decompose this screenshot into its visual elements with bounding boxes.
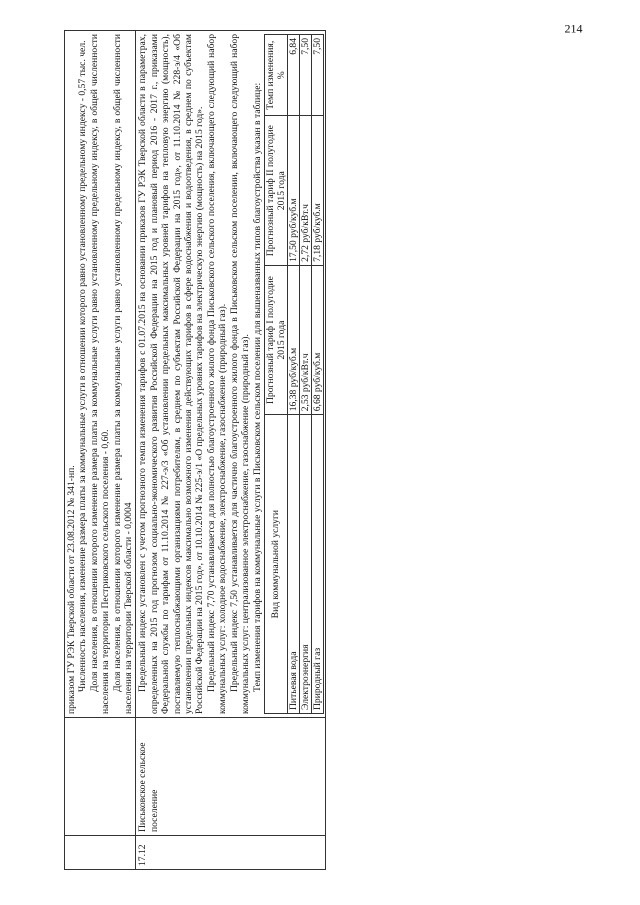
tariff-cell: Природный газ — [311, 415, 323, 714]
prev-line: Численность населения, изменение размера платы за коммунальные услуги в отношении которого равно установленному предельному индексу - 0,57 тыс. чел. — [77, 40, 89, 692]
paragraph: Предельный индекс 7,70 устанавливается для полностью благоустроенного жилого фонда Письковского сельского поселения, включающего следующий набор коммунальных услуг: холодное водоснабжение, электроснабжение, газоснабжение (природный газ). — [205, 34, 229, 714]
cell-description-previous — [65, 31, 136, 718]
paragraph: Предельный индекс 7,50 устанавливается для частично благоустроенного жилого фонда в Письковском сельском поселении, включающего следующий набор коммунальных услуг: централизованное электроснабжение, газоснабжение (природный газ). — [228, 34, 252, 714]
tariff-row — [287, 35, 299, 714]
tariff-cell: 2,72 руб/кВт.ч — [299, 116, 311, 265]
paragraph: Темп изменения тарифов на коммунальные услуги в Письковском сельском поселении для вышеназванных типов благоустройства указан в таблице: — [251, 82, 263, 692]
tariff-cell: 6,68 руб/куб.м — [311, 265, 323, 414]
prev-line: приказом ГУ РЭК Тверской области от 23.08.2012 № 341-нп. — [66, 465, 77, 714]
cell-number-empty — [65, 836, 136, 870]
cell-description — [136, 31, 325, 718]
tariff-cell: 7,18 руб/куб.м — [311, 116, 323, 265]
tariff-cell: 16,38 руб/куб.м — [287, 265, 299, 414]
row-number: 17.12 — [136, 836, 325, 870]
prev-line: Доля населения, в отношении которого изменение размера платы за коммунальные услуги равно установленному предельному индексу, в общей численности населения на территории Пестриковского сельского поселения - 0,60. — [88, 34, 112, 714]
table-row-previous — [65, 31, 136, 870]
tariff-header: Прогнозный тариф II полугодие 2015 года — [264, 116, 287, 265]
row-settlement-name: Письковское сельское поселение — [136, 718, 325, 836]
rotated-page — [64, 21, 584, 870]
tariff-header-row — [264, 35, 287, 714]
tariff-header: Вид коммунальной услуги — [264, 415, 287, 714]
tariff-cell: 6,84 — [287, 35, 299, 117]
tariff-cell: Питьевая вода — [287, 415, 299, 714]
main-table — [64, 30, 326, 870]
tariff-cell: 7,50 — [311, 35, 323, 117]
tariff-cell: Электроэнергия — [299, 415, 311, 714]
tariff-cell: 7,50 — [299, 35, 311, 117]
prev-line: Доля населения, в отношении которого изменение размера платы за коммунальные услуги равно установленному предельному индексу, в общей численности населения на территории Тверской области - 0,0004 — [111, 34, 135, 714]
tariff-header: Темп изменения, % — [264, 35, 287, 117]
tariff-cell: 17,50 руб/куб.м — [287, 116, 299, 265]
cell-name-empty — [65, 718, 136, 836]
tariff-table — [264, 34, 324, 714]
tariff-header: Прогнозный тариф I полугодие 2015 года — [264, 265, 287, 414]
tariff-row — [299, 35, 311, 714]
paragraph: Предельный индекс установлен с учетом прогнозного темпа изменения тарифов с 01.07.2015 на основании приказов ГУ РЭК Тверской области в параметрах, определенных на 2015 год прогнозом социально-экономического развития Российской Федерации на 2015 год и плановый период 2016 - 2017 г., приказами Федеральной службы по тарифам от 11.10.2014 № 227-э/3 «Об установлении предельных максимальных уровней тарифов на тепловую энергию (мощность), поставляемую теплоснабжающими организациями потребителям, в среднем по субъектам Российской Федерации на 2015 год», от 11.10.2014 № 228-э/4 «Об установлении предельных индексов максимально возможного изменения действующих тарифов в сфере водоснабжения и водоотведения, в среднем по субъектам Российской Федерации на 2015 год», от 10.10.2014 № 225-э/1 «О предельных уровнях тарифов на электрическую энергию (мощность) на 2015 год». — [137, 34, 206, 714]
table-row-17-12 — [136, 31, 325, 870]
tariff-row — [311, 35, 323, 714]
page-number: 214 — [564, 21, 583, 36]
tariff-cell: 2,53 руб/кВт.ч — [299, 265, 311, 414]
